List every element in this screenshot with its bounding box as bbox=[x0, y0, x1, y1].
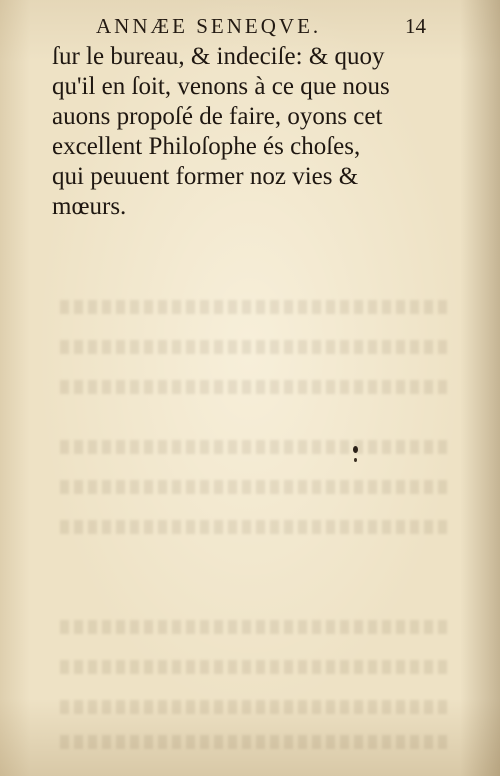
text-line: ſur le bureau, & indeciſe: & quoy bbox=[52, 43, 385, 70]
show-through-text bbox=[60, 700, 450, 714]
running-head-title: ANNÆE SENEQVE. bbox=[96, 14, 322, 38]
body-text bbox=[52, 42, 452, 222]
text-line: auons propoſé de faire, oyons cet bbox=[52, 103, 383, 130]
show-through-text bbox=[60, 340, 450, 354]
show-through-text bbox=[60, 620, 450, 634]
page-number: 14 bbox=[405, 14, 426, 38]
show-through-text bbox=[60, 480, 450, 494]
show-through-text bbox=[60, 440, 450, 454]
show-through-text bbox=[60, 660, 450, 674]
text-line: qui peuuent former noz vies & bbox=[52, 163, 359, 190]
text-line: mœurs. bbox=[52, 193, 127, 220]
show-through-text bbox=[60, 300, 450, 314]
show-through-text bbox=[60, 735, 450, 749]
show-through-text bbox=[60, 520, 450, 534]
text-line: excellent Philoſophe és choſes, bbox=[52, 133, 361, 160]
text-line: qu'il en ſoit, venons à ce que nous bbox=[52, 73, 390, 100]
ink-mark bbox=[353, 446, 358, 453]
show-through-text bbox=[60, 380, 450, 394]
running-head bbox=[96, 14, 426, 39]
ink-mark bbox=[354, 458, 357, 462]
